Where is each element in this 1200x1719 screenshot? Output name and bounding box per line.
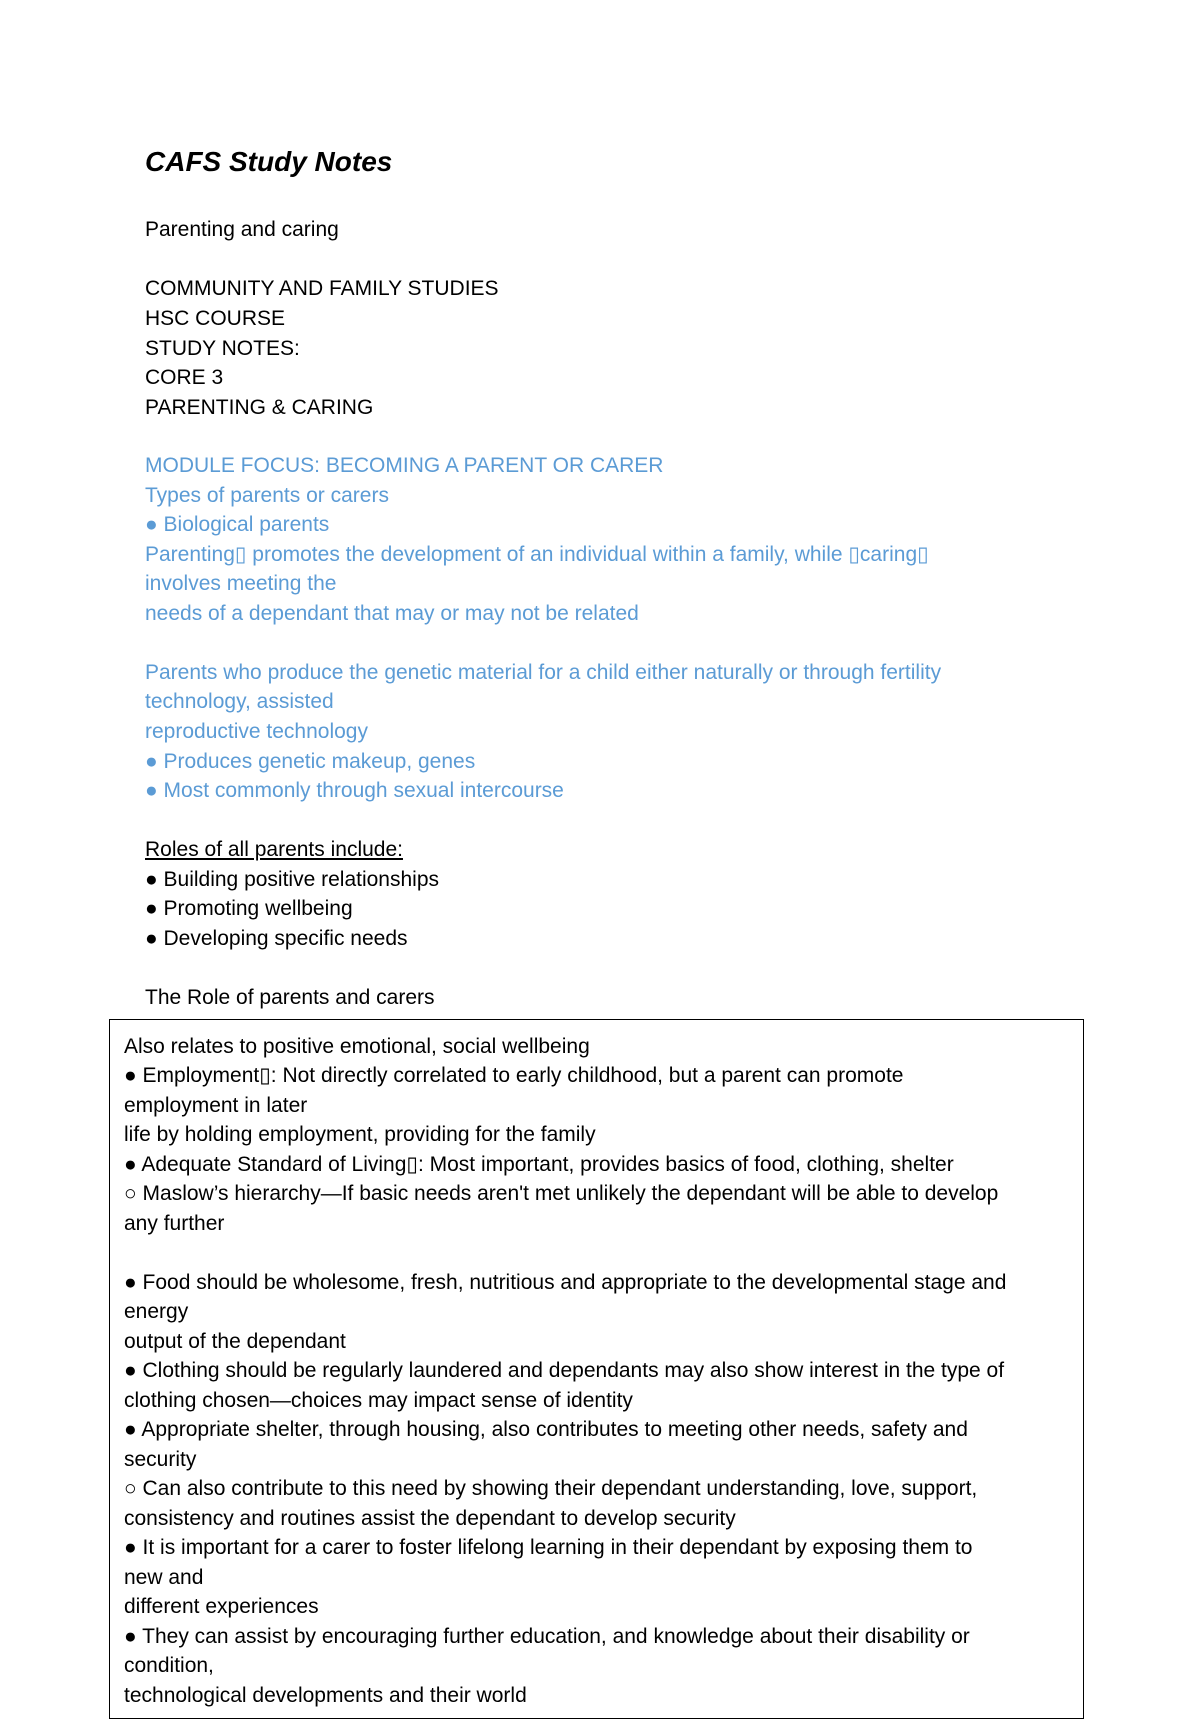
roles-heading: Roles of all parents include: (145, 838, 403, 861)
box-bullet: ● It is important for a carer to foster lifelong learning in their dependant by exposing them to (124, 1536, 973, 1559)
box-line: output of the dependant (124, 1330, 346, 1353)
role-section-title: The Role of parents and carers (145, 986, 435, 1009)
biological-bullet: ● Most commonly through sexual intercourse (145, 779, 564, 802)
biological-line: reproductive technology (145, 720, 368, 743)
roles-item: ● Promoting wellbeing (145, 897, 353, 920)
box-sub-bullet: ○ Maslow’s hierarchy—If basic needs aren't met unlikely the dependant will be able to develop (124, 1182, 999, 1205)
module-line: involves meeting the (145, 572, 337, 595)
header-line: STUDY NOTES: (145, 337, 300, 360)
biological-line: Parents who produce the genetic material for a child either naturally or through fertility (145, 661, 942, 684)
header-line: HSC COURSE (145, 307, 286, 330)
module-line: Parenting▯ promotes the development of an individual within a family, while ▯caring▯ (145, 543, 929, 566)
box-bullet: ● Appropriate shelter, through housing, also contributes to meeting other needs, safety and (124, 1418, 968, 1441)
box-line: technological developments and their world (124, 1684, 527, 1707)
header-line: COMMUNITY AND FAMILY STUDIES (145, 277, 499, 300)
module-line: needs of a dependant that may or may not be related (145, 602, 639, 625)
box-bullet: ● Employment▯: Not directly correlated to early childhood, but a parent can promote (124, 1064, 904, 1087)
box-line: new and (124, 1566, 204, 1589)
box-line: Also relates to positive emotional, social wellbeing (124, 1035, 590, 1058)
box-line: security (124, 1448, 197, 1471)
box-line: employment in later (124, 1094, 308, 1117)
notes-box (109, 1019, 1084, 1719)
box-line: consistency and routines assist the dependant to develop security (124, 1507, 736, 1530)
box-line: any further (124, 1212, 225, 1235)
roles-item: ● Building positive relationships (145, 868, 440, 891)
box-bullet: ● Food should be wholesome, fresh, nutritious and appropriate to the developmental stage and (124, 1271, 1007, 1294)
document-subtitle: Parenting and caring (145, 218, 339, 241)
biological-bullet: ● Produces genetic makeup, genes (145, 750, 476, 773)
box-line: clothing chosen—choices may impact sense of identity (124, 1389, 633, 1412)
box-bullet: ● Clothing should be regularly laundered and dependants may also show interest in the type of (124, 1359, 1005, 1382)
box-line: energy (124, 1300, 189, 1323)
box-sub-bullet: ○ Can also contribute to this need by showing their dependant understanding, love, support, (124, 1477, 978, 1500)
header-line: PARENTING & CARING (145, 396, 374, 419)
biological-line: technology, assisted (145, 690, 334, 713)
module-bullet: ● Biological parents (145, 513, 330, 536)
header-line: CORE 3 (145, 366, 224, 389)
module-focus-heading: MODULE FOCUS: BECOMING A PARENT OR CARER (145, 454, 664, 477)
module-line: Types of parents or carers (145, 484, 389, 507)
box-line: different experiences (124, 1595, 319, 1618)
box-line: condition, (124, 1654, 214, 1677)
roles-item: ● Developing specific needs (145, 927, 408, 950)
box-line: life by holding employment, providing for the family (124, 1123, 596, 1146)
document-title: CAFS Study Notes (145, 146, 393, 177)
box-bullet: ● They can assist by encouraging further education, and knowledge about their disability or (124, 1625, 970, 1648)
box-bullet: ● Adequate Standard of Living▯: Most important, provides basics of food, clothing, shelter (124, 1153, 954, 1176)
